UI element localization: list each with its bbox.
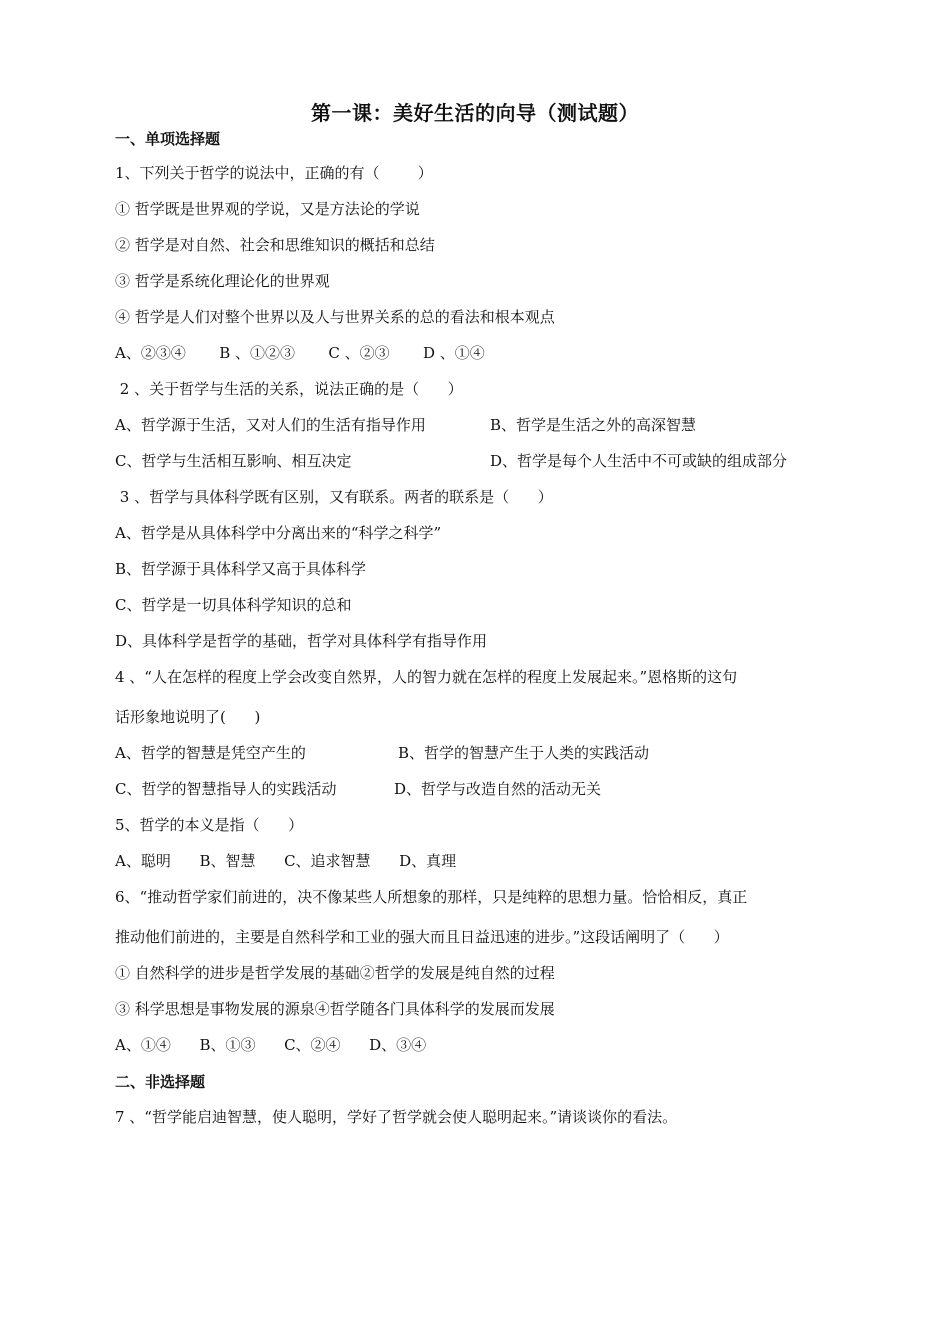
question-2-option-b: B、哲学是生活之外的高深智慧 (490, 416, 697, 434)
question-3-option-b: B、哲学源于具体科学又高于具体科学 (115, 560, 367, 578)
question-6-stem-line-1: 6、“推动哲学家们前进的，决不像某些人所想象的那样，只是纯粹的思想力量。恰恰相反，真正 (115, 888, 748, 906)
question-5-stem: 5、哲学的本义是指（ ） (115, 816, 304, 834)
question-7-stem: 7 、“哲学能启迪智慧，使人聪明，学好了哲学就会使人聪明起来。”请谈谈你的看法。 (115, 1108, 678, 1126)
question-4-stem-line-2: 话形象地说明了( ) (115, 708, 261, 726)
question-6-statements-3-4: ③ 科学思想是事物发展的源泉④哲学随各门具体科学的发展而发展 (115, 1000, 555, 1018)
question-1-statement-4: ④ 哲学是人们对整个世界以及人与世界关系的总的看法和根本观点 (115, 308, 555, 326)
question-1-options: A、②③④ B 、①②③ C 、②③ D 、①④ (115, 344, 485, 362)
question-4-option-c: C、哲学的智慧指导人的实践活动 (115, 780, 337, 798)
question-1-stem: 1、下列关于哲学的说法中，正确的有（ ） (115, 164, 433, 182)
question-4-option-d: D、哲学与改造自然的活动无关 (394, 780, 602, 798)
question-2-option-a: A、哲学源于生活，又对人们的生活有指导作用 (115, 416, 426, 434)
question-6-options: A、①④ B、①③ C、②④ D、③④ (115, 1036, 427, 1054)
question-4-stem-line-1: 4 、“人在怎样的程度上学会改变自然界，人的智力就在怎样的程度上发展起来。”恩格斯的这句 (115, 668, 738, 686)
question-2-option-c: C、哲学与生活相互影响、相互决定 (115, 452, 352, 470)
question-4-option-a: A、哲学的智慧是凭空产生的 (115, 744, 306, 762)
question-1-statement-2: ② 哲学是对自然、社会和思维知识的概括和总结 (115, 236, 435, 254)
question-3-option-d: D、具体科学是哲学的基础，哲学对具体科学有指导作用 (115, 632, 488, 650)
question-6-statements-1-2: ① 自然科学的进步是哲学发展的基础②哲学的发展是纯自然的过程 (115, 964, 555, 982)
question-3-option-c: C、哲学是一切具体科学知识的总和 (115, 596, 352, 614)
question-6-stem-line-2: 推动他们前进的，主要是自然科学和工业的强大而且日益迅速的进步。”这段话阐明了（ ） (115, 928, 729, 946)
section-heading-non-choice: 二、非选择题 (115, 1073, 206, 1091)
question-2-stem: 2 、关于哲学与生活的关系，说法正确的是（ ） (115, 380, 463, 398)
question-3-stem: 3 、哲学与具体科学既有区别，又有联系。两者的联系是（ ） (115, 488, 553, 506)
question-1-statement-3: ③ 哲学是系统化理论化的世界观 (115, 272, 330, 290)
question-1-statement-1: ① 哲学既是世界观的学说，又是方法论的学说 (115, 200, 420, 218)
question-4-option-b: B、哲学的智慧产生于人类的实践活动 (398, 744, 650, 762)
section-heading-single-choice: 一、单项选择题 (115, 130, 221, 148)
question-2-option-d: D、哲学是每个人生活中不可或缺的组成部分 (490, 452, 788, 470)
page-title: 第一课：美好生活的向导（测试题） (311, 101, 639, 125)
question-5-options: A、聪明 B、智慧 C、追求智慧 D、真理 (115, 852, 457, 870)
question-3-option-a: A、哲学是从具体科学中分离出来的“科学之科学” (115, 524, 442, 542)
